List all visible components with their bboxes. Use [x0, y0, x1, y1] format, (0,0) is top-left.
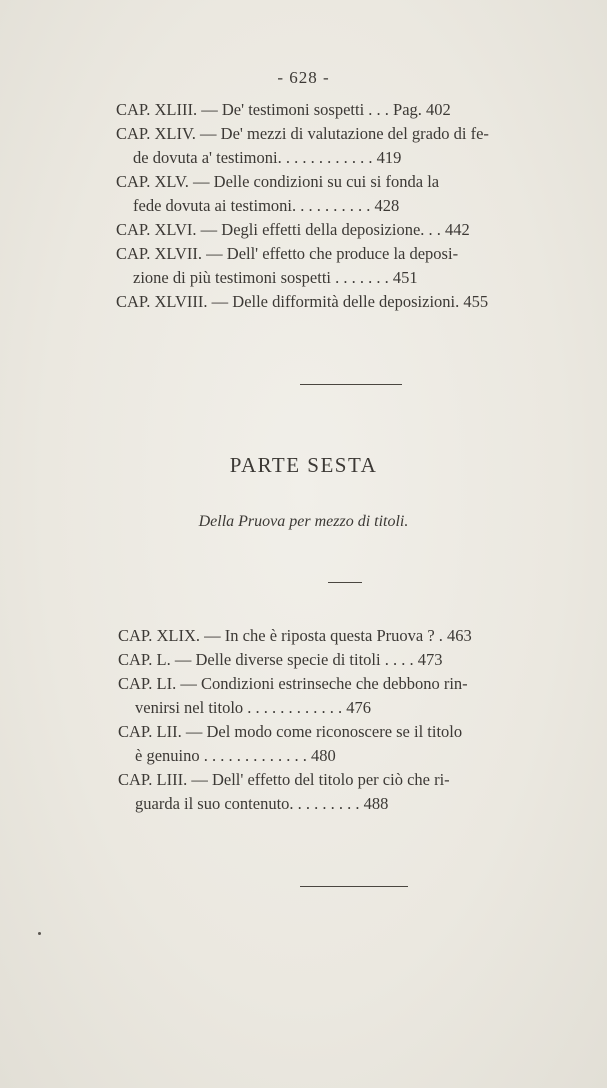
divider-rule: [300, 384, 402, 385]
toc-line: [118, 768, 586, 792]
toc-section-1: [116, 98, 588, 314]
toc-text: CAP. XLV. — Delle condizioni su cui si fonda la: [116, 172, 440, 191]
toc-text: CAP. L. — Delle diverse specie di titoli . . . . 473: [118, 650, 443, 669]
toc-text: venirsi nel titolo . . . . . . . . . . . . 476: [135, 698, 372, 717]
toc-text: CAP. XLVI. — Degli effetti della deposizione. . . 442: [116, 220, 470, 239]
toc-line: [116, 122, 588, 146]
toc-text: guarda il suo contenuto. . . . . . . . . 488: [135, 794, 389, 813]
toc-text: CAP. XLVIII. — Delle difformità delle deposizioni. 455: [116, 292, 489, 311]
end-rule: [300, 886, 408, 887]
toc-text: zione di più testimoni sospetti . . . . . . . 451: [133, 268, 418, 287]
toc-text: CAP. LI. — Condizioni estrinseche che debbono rin-: [118, 674, 468, 693]
toc-line: [116, 98, 588, 122]
toc-line: [116, 146, 588, 170]
paper-speck: [38, 932, 41, 935]
toc-line: [118, 792, 586, 816]
toc-text: CAP. LIII. — Dell' effetto del titolo per ciò che ri-: [118, 770, 450, 789]
toc-text: CAP. XLIV. — De' mezzi di valutazione del grado di fe-: [116, 124, 489, 143]
toc-line: [116, 170, 588, 194]
toc-line: [118, 624, 586, 648]
toc-text: è genuino . . . . . . . . . . . . . 480: [135, 746, 336, 765]
short-divider: [328, 582, 362, 583]
toc-line: [116, 266, 588, 290]
toc-line: [118, 720, 586, 744]
toc-line: [116, 242, 588, 266]
toc-text: de dovuta a' testimoni. . . . . . . . . . . . 419: [133, 148, 402, 167]
toc-text: CAP. XLIII. — De' testimoni sospetti . . . Pag. 402: [116, 100, 451, 119]
toc-section-2: [118, 624, 586, 816]
part-title: PARTE SESTA: [229, 453, 378, 477]
toc-line: [118, 696, 586, 720]
toc-line: [118, 744, 586, 768]
toc-line: [116, 218, 588, 242]
part-subtitle: Della Pruova per mezzo di titoli.: [198, 513, 409, 530]
toc-line: [118, 648, 586, 672]
toc-line: [116, 194, 588, 218]
toc-text: CAP. LII. — Del modo come riconoscere se il titolo: [118, 722, 463, 741]
toc-line: [116, 290, 588, 314]
toc-text: fede dovuta ai testimoni. . . . . . . . . . 428: [133, 196, 400, 215]
page-number: - 628 -: [277, 68, 330, 87]
toc-line: [118, 672, 586, 696]
toc-text: CAP. XLVII. — Dell' effetto che produce la deposi-: [116, 244, 459, 263]
toc-text: CAP. XLIX. — In che è riposta questa Pruova ? . 463: [118, 626, 472, 645]
